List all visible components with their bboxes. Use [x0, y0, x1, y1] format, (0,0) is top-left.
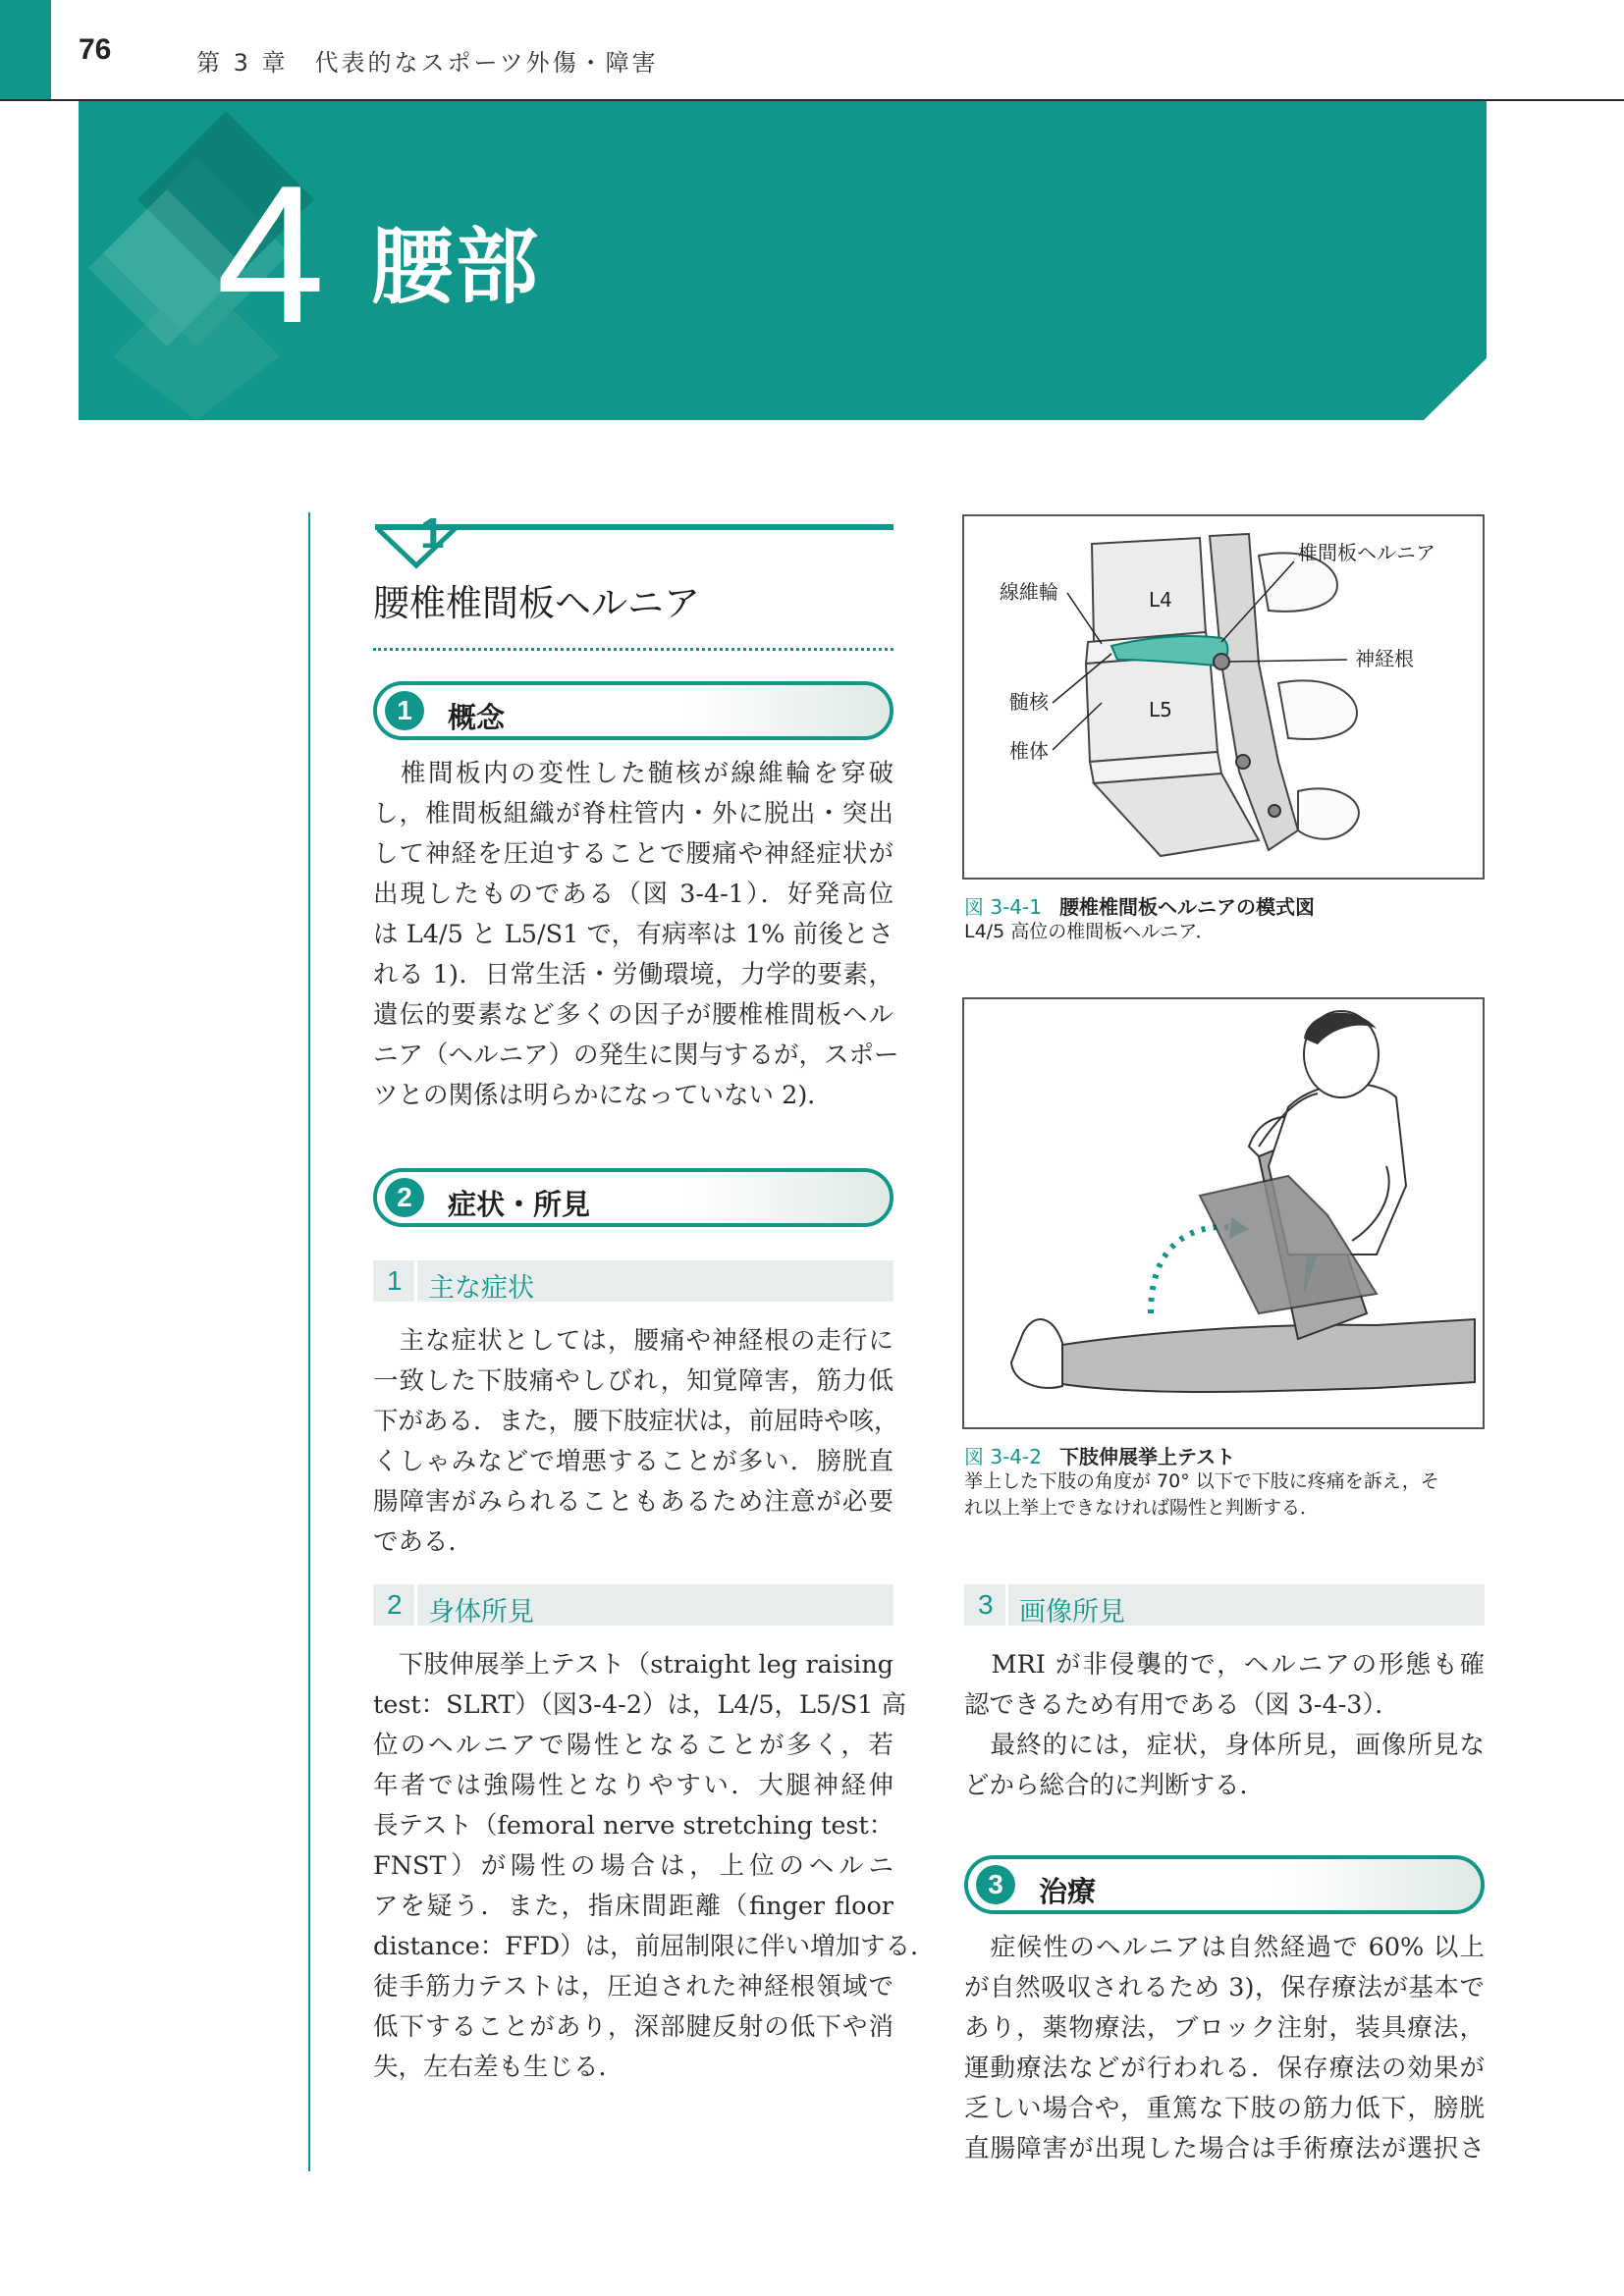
figure-slr-test [962, 997, 1485, 1429]
figure-1-caption-title: 図 3-4-1 腰椎椎間板ヘルニアの模式図 [964, 895, 1315, 919]
slr-test-illustration [964, 999, 1483, 1427]
subheading-physical-findings: 2 身体所見 [373, 1584, 893, 1626]
spinous-process-lower [1278, 680, 1357, 739]
heading-symptoms [373, 1168, 893, 1227]
label-hernia: 椎間板ヘルニア [1298, 541, 1435, 564]
chapter-section-title: 腰部 [371, 219, 541, 315]
section-dotted-rule [373, 648, 893, 651]
spine-illustration [964, 516, 1483, 878]
label-nerve-root: 神経根 [1355, 647, 1414, 670]
imaging-paragraph: MRI が非侵襲的で，ヘルニアの形態も確 認できるため有用である（図 3-4-3）． 最終的には，症状，身体所見，画像所見な どから総合的に判断する． [964, 1650, 1485, 1800]
nerve-root-icon [1236, 755, 1250, 769]
label-vertebral-body: 椎体 [1009, 739, 1049, 763]
main-symptoms-paragraph: 主な症状としては，腰痛や神経根の走行に 一致した下肢痛やしびれ，知覚障害，筋力低 下がある．また，腰下肢症状は，前屈時や咳， くしゃみなどで増悪することが多い．膀胱直 腸障害がみられることもあるため注意が必要 である． [373, 1326, 899, 1557]
heading-number: 1 [385, 691, 424, 730]
heading-number: 2 [385, 1178, 424, 1217]
page-number-tab [0, 0, 51, 100]
label-annulus: 線維輪 [1000, 580, 1058, 604]
subheading-imaging: 3 画像所見 [964, 1584, 1485, 1626]
treatment-paragraph: 症候性のヘルニアは自然経過で 60% 以上 が自然吸収されるため 3)，保存療法が基本で あり，薬物療法，ブロック注射，装具療法， 運動療法などが行われる．保存療法の効果が 乏しい場合や，重篤な下肢の筋力低下，膀胱 直腸障害が出現した場合は手術療法が選択さ [964, 1933, 1485, 2163]
figure-2-caption-text: 挙上した下肢の角度が 70° 以下で下肢に疼痛を訴え，そ れ以上挙上できなければ陽性と判断する． [964, 1470, 1439, 1519]
chapter-section-number: 4 [216, 145, 326, 364]
nerve-root-icon [1269, 805, 1280, 817]
concept-paragraph: 椎間板内の変性した髄核が線維輪を穿破 し，椎間板組織が脊柱管内・外に脱出・突出 して神経を圧迫することで腰痛や神経症状が 出現したものである（図 3-4-1）．好発高位 は L4/5 と L5/S1 で，有病率は 1% 前後とさ れる 1)．日常生活・労働環境，力学的要素， 遺伝的要素など多くの因子が腰椎椎間板ヘル ニア（ヘルニア）の発生に関与するが，スポー ツとの関係は明らかになっていない 2)． [373, 759, 899, 1110]
figure-1-caption-text: L4/5 高位の椎間板ヘルニア． [964, 921, 1215, 942]
label-l4: L4 [1149, 588, 1172, 612]
heading-label: 症状・所見 [448, 1188, 591, 1221]
raise-direction-arrow [1151, 1227, 1229, 1313]
figure-spine-diagram [962, 514, 1485, 880]
sacrum [1094, 774, 1259, 856]
subheading-main-symptoms: 1 主な症状 [373, 1260, 893, 1302]
chapter-title: 第 3 章 代表的なスポーツ外傷・障害 [196, 49, 659, 77]
label-nucleus: 髄核 [1009, 690, 1049, 714]
sacral-element [1298, 788, 1359, 838]
left-margin-rule [308, 512, 310, 2171]
section-number: 1 [420, 509, 445, 558]
label-l5: L5 [1149, 698, 1172, 721]
patient-foot [1011, 1319, 1062, 1388]
heading-label: 治療 [1039, 1875, 1097, 1908]
patient-lower-leg [1062, 1319, 1475, 1392]
heading-label: 概念 [448, 701, 506, 734]
figure-2-caption-title: 図 3-4-2 下肢伸展挙上テスト [964, 1445, 1236, 1468]
heading-concept [373, 681, 893, 740]
heading-treatment [964, 1855, 1485, 1914]
physical-findings-paragraph: 下肢伸展挙上テスト（straight leg raising test：SLRT）（図3-4-2）は，L4/5，L5/S1 高 位のヘルニアで陽性となることが多く，若 年者では強陽性となりやすい．大腿神経伸 長テスト（femoral nerve stretching test： FNST）が陽性の場合は，上位のヘルニ アを疑う．また，指床間距離（finger floor distance：FFD）は，前屈制限に伴い増加する． 徒手筋力テストは，圧迫された神経根領域で 低下することがあり，深部腱反射の低下や消 失，左右差も生じる． [373, 1650, 936, 2082]
heading-number: 3 [976, 1865, 1015, 1904]
page-number: 76 [79, 33, 112, 66]
nerve-root-icon [1214, 654, 1229, 669]
section-title: 腰椎椎間板ヘルニア [373, 582, 700, 624]
